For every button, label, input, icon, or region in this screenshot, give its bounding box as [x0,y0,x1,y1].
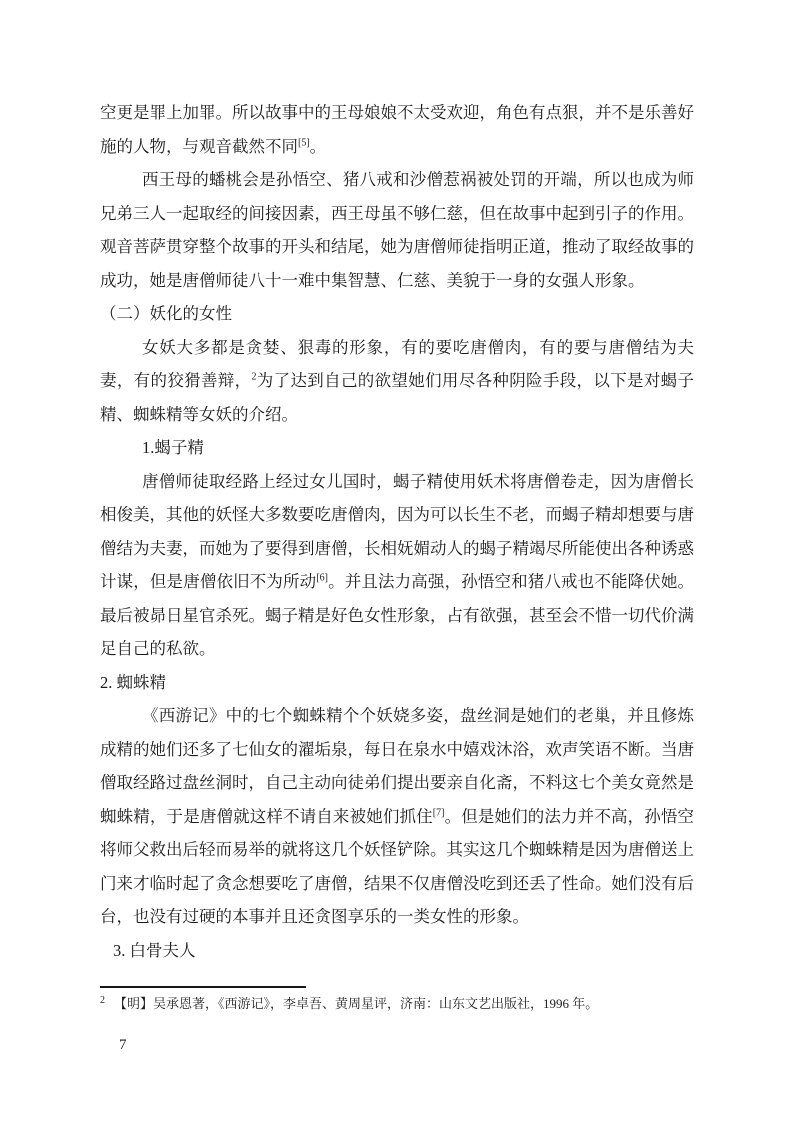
paragraph-spider-spirits [100,699,694,934]
footnote-ref-2: 2 [251,371,257,383]
paragraph-text: 。 [309,136,327,156]
section-heading-demonized-women: （二）妖化的女性 [100,304,232,323]
footnote-ref-6: [6] [316,572,328,584]
paragraph-text: 空更是罪上加罪。所以故事中的王母娘娘不太受欢迎，角色有点狠，并不是乐善好施的人物，与观音截然不同 [100,103,694,156]
paragraph-text: 西王母的蟠桃会是孙悟空、猪八戒和沙僧惹祸被处罚的开端，所以也成为师兄弟三人一起取经的间接因素，西王母虽不够仁慈，但在故事中起到引子的作用。观音菩萨贯穿整个故事的开头和结尾，她为唐僧师徒指明正道，推动了取经故事的成功，她是唐僧师徒八十一难中集智慧、仁慈、美貌于一身的女强人形象。 [100,170,694,290]
paragraph-wangmu-continuation [100,96,694,163]
paragraph-text: 《西游记》中的七个蜘蛛精个个妖娆多姿，盘丝洞是她们的老巢，并且修炼成精的她们还多了七仙女的濯垢泉，每日在泉水中嬉戏沐浴，欢声笑语不断。当唐僧取经路过盘丝洞时，自己主动向徒弟们提出要亲自化斋，不料这七个美女竟然是蜘蛛精，于是唐僧就这样不请自来被她们抓住 [100,706,694,826]
footnote-ref-5: [5] [298,137,310,148]
footnote [100,994,694,1014]
paragraph-xiwangmu-guanyin [100,163,694,297]
paragraph-text: 。并且法力高强，孙悟空和猪八戒也不能降伏她。最后被昴日星官杀死。蝎子精是好色女性形象，占有欲强，甚至会不惜一切代价满足自己的私欲。 [100,572,695,658]
heading-scorpion-spirit: 1.蝎子精 [142,438,204,457]
paragraph-female-demons-intro [100,331,694,432]
footnote-separator-line [100,986,306,988]
page-body [100,96,694,967]
footnote-ref-7: [7] [432,807,445,818]
footnote-area [100,986,694,1014]
page-number: 7 [119,1037,127,1053]
paragraph-text: 。但是她们的法力并不高，孙悟空将师父救出后轻而易举的就将这几个妖怪铲除。其实这几个蜘蛛精是因为唐僧送上门来才临时起了贪念想要吃了唐僧，结果不仅唐僧没吃到还丢了性命。她们没有后台，也没有过硬的本事并且还贪图享乐的一类女性的形象。 [100,806,695,926]
paragraph-scorpion-spirit [100,465,694,666]
paragraph-text: 唐僧师徒取经路上经过女儿国时，蝎子精使用妖术将唐僧卷走，因为唐僧长相俊美，其他的妖怪大多数要吃唐僧肉，因为可以长生不老，而蝎子精却想要与唐僧结为夫妻，而她为了要得到唐僧，长相妩媚动人的蝎子精竭尽所能使出各种诱惑计谋，但是唐僧依旧不为所动 [100,471,694,591]
heading-spider-spirits: 2. 蜘蛛精 [100,672,166,692]
heading-white-bone-lady: 3. 白骨夫人 [113,940,196,960]
paragraph-text: 女妖大多都是贪婪、狠毒的形象，有的要吃唐僧肉，有的要与唐僧结为夫妻，有的狡猾善辩， [100,337,694,390]
footnote-marker: 2 [100,994,105,1006]
paragraph-text: 为了达到自己的欲望她们用尽各种阴险手段，以下是对蝎子精、蜘蛛精等女妖的介绍。 [100,371,695,424]
footnote-citation-text: 【明】吴承恩著，《西游记》，李卓吾、黄周星评，济南：山东文艺出版社，1996 年。 [114,996,599,1011]
